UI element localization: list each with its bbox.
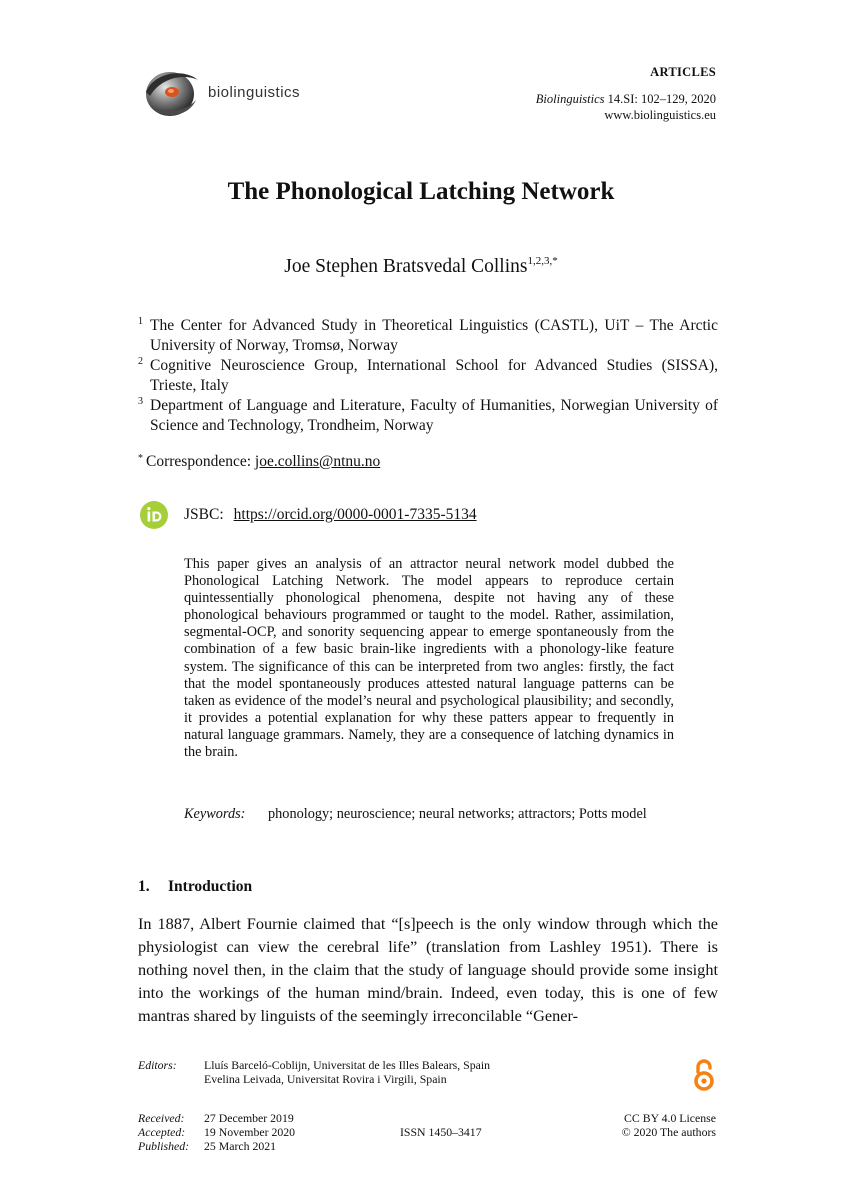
keywords	[184, 806, 674, 823]
affiliation	[138, 316, 718, 356]
author-line	[0, 255, 842, 278]
keywords-label: Keywords:	[184, 806, 246, 822]
correspondence	[138, 453, 380, 471]
affiliation	[138, 396, 718, 436]
section-label: ARTICLES	[650, 65, 716, 79]
published-date: 25 March 2021	[204, 1139, 277, 1153]
open-access-icon	[690, 1058, 718, 1092]
editors-label: Editors:	[138, 1058, 177, 1072]
logo-wordmark: biolinguistics	[208, 84, 301, 101]
section-number: 1.	[138, 878, 150, 895]
dates-block	[138, 1111, 295, 1153]
accepted-date: 19 November 2020	[204, 1125, 296, 1139]
author-name: Joe Stephen Bratsvedal Collins	[284, 256, 528, 277]
orcid-line	[184, 506, 477, 524]
journal-website[interactable]: www.biolinguistics.eu	[604, 108, 716, 122]
keywords-text: phonology; neuroscience; neural networks; attractors; Potts model	[268, 806, 647, 822]
correspondence-mark: *	[138, 453, 143, 464]
section-title: Introduction	[168, 878, 253, 895]
editor-name: Lluís Barceló-Coblijn, Universitat de les Illes Balears, Spain	[204, 1058, 491, 1072]
section-heading	[138, 878, 252, 896]
correspondence-label: Correspondence:	[146, 453, 255, 470]
affiliation-text: The Center for Advanced Study in Theoretical Linguistics (CASTL), UiT – The Arctic University of Norway, Tromsø, Norway	[150, 317, 718, 354]
received-date: 27 December 2019	[204, 1111, 294, 1125]
paper-title: The Phonological Latching Network	[227, 178, 615, 205]
journal-citation	[536, 91, 716, 107]
orcid-link[interactable]: https://orcid.org/0000-0001-7335-5134	[233, 506, 477, 523]
accepted-row	[138, 1125, 295, 1139]
license-text: CC BY 4.0 License	[624, 1111, 716, 1125]
license-block	[622, 1111, 716, 1139]
author-affil-marks: 1,2,3,*	[527, 255, 558, 267]
affiliation-number: 3	[138, 396, 143, 407]
orcid-label: JSBC:	[184, 506, 224, 523]
affiliation-text: Cognitive Neuroscience Group, International School for Advanced Studies (SISSA), Trieste, Italy	[150, 357, 718, 394]
affiliation-number: 1	[138, 316, 143, 327]
journal-name: Biolinguistics	[535, 92, 605, 106]
journal-header	[536, 64, 716, 123]
orcid-icon	[140, 501, 168, 529]
affiliations	[138, 316, 718, 436]
editors-block	[138, 1058, 490, 1086]
journal-issue: 14.SI: 102–129, 2020	[604, 92, 716, 106]
copyright-text: © 2020 The authors	[621, 1125, 716, 1139]
intro-paragraph: In 1887, Albert Fournie claimed that “[s]peech is the only window through which the physiologist can view the cerebral life” (translation from Lashley 1951). There is nothing novel then, in the claim that the study of language should provide some insight into the workings of the human mind/brain. Indeed, even today, this is one of few mantras shared by linguists of the seemingly irreconcilable “Gener-	[138, 914, 718, 1025]
abstract: This paper gives an analysis of an attractor neural network model dubbed the Phonological Latching Network. The model appears to reproduce certain quintessentially phonological phenomena, despite not having any of these phonological behaviours programmed or taught to the model. Rather, assimilation, segmental-OCP, and sonority sequencing appear to emerge spontaneously from the combination of a few basic brain-like ingredients with a phonology-like feature system. The significance of this can be interpreted from two angles: firstly, the fact that the model spontaneously produces attested natural language patterns can be taken as evidence of the model’s neural and psychological plausibility; and secondly, it provides a potential explanation for why these patters appear to frequently in natural language grammars. Namely, they are a consequence of latching dynamics in the brain.	[184, 556, 674, 761]
accepted-label: Accepted:	[138, 1125, 186, 1139]
journal-logo	[140, 62, 330, 122]
editor-name: Evelina Leivada, Universitat Rovira i Virgili, Spain	[204, 1072, 447, 1086]
received-label: Received:	[138, 1111, 185, 1125]
correspondence-email-link[interactable]: joe.collins@ntnu.no	[254, 453, 381, 470]
published-row	[138, 1139, 295, 1153]
affiliation-number: 2	[138, 356, 143, 367]
issn: ISSN 1450–3417	[400, 1125, 482, 1139]
received-row	[138, 1111, 295, 1125]
affiliation	[138, 356, 718, 396]
biolinguistics-logo-icon	[140, 62, 204, 122]
affiliation-text: Department of Language and Literature, Faculty of Humanities, Norwegian University of Science and Technology, Trondheim, Norway	[150, 397, 718, 434]
published-label: Published:	[138, 1139, 190, 1153]
